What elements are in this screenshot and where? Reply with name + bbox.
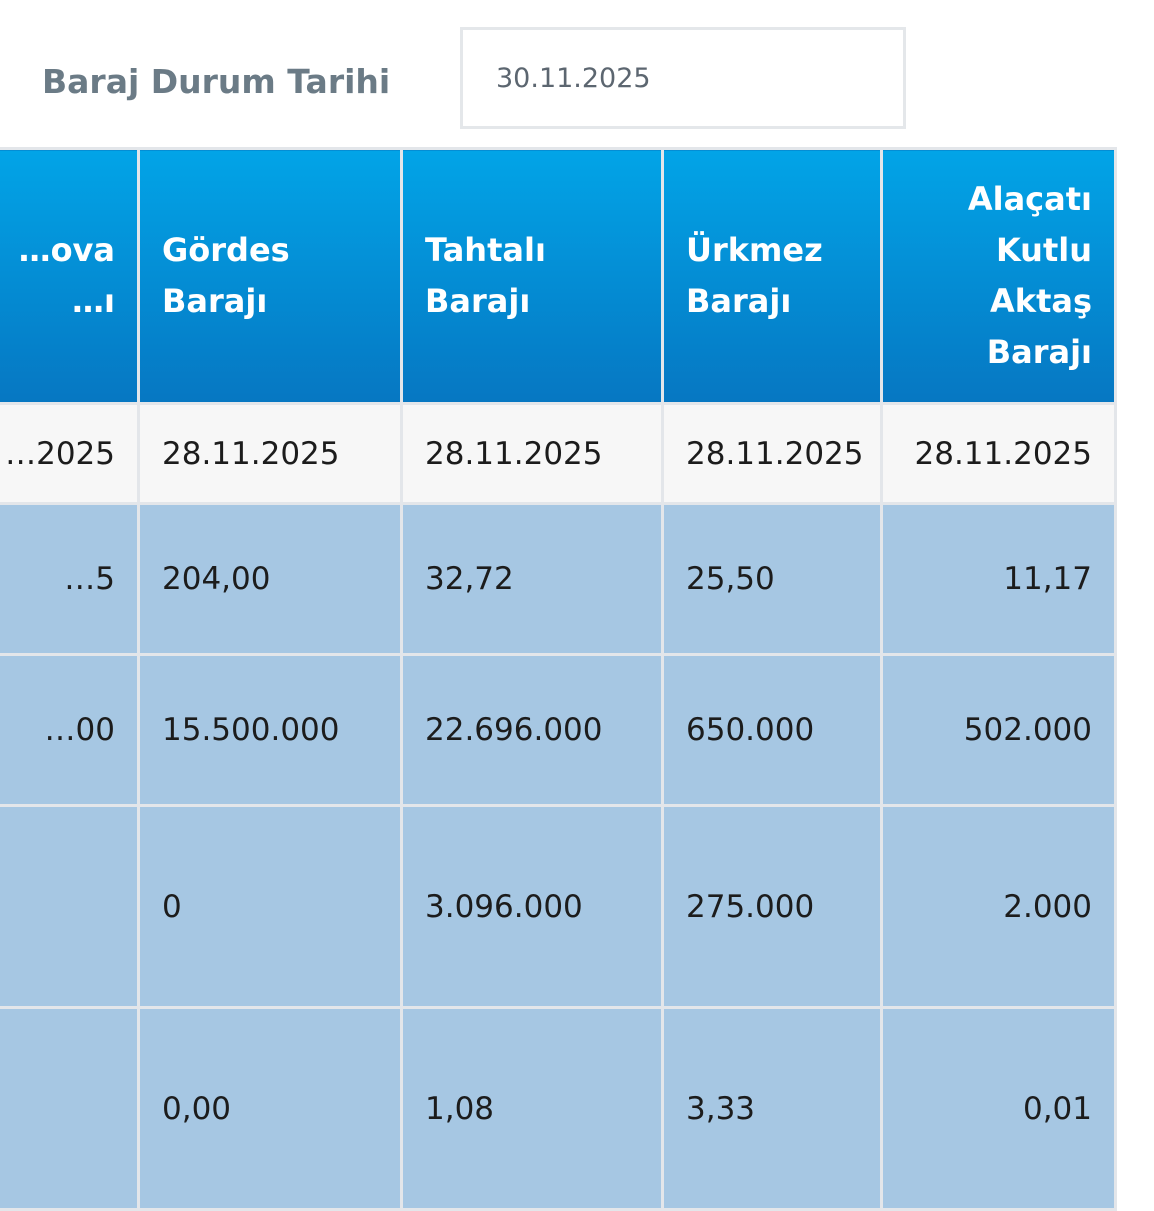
- table-row-date: [0, 404, 1116, 504]
- column-header-line: …ı: [72, 282, 115, 320]
- table-cell: 15.500.000: [139, 655, 402, 806]
- table-cell: 204,00: [139, 504, 402, 655]
- table-cell: 3.096.000: [402, 806, 663, 1008]
- dam-status-table: [0, 147, 1117, 1211]
- column-header-tahtali: [402, 149, 663, 404]
- table-cell: …00: [0, 655, 139, 806]
- table-cell: 502.000: [882, 655, 1116, 806]
- date-input[interactable]: [460, 27, 906, 129]
- table-cell: 1,08: [402, 1008, 663, 1210]
- table-cell: 22.696.000: [402, 655, 663, 806]
- column-header-line: Barajı: [686, 282, 792, 320]
- column-header-line: Gördes: [162, 231, 290, 269]
- table-cell: …5: [0, 504, 139, 655]
- table-cell: 0: [139, 806, 402, 1008]
- column-header-line: Alaçatı: [967, 180, 1092, 218]
- table-cell: 11,17: [882, 504, 1116, 655]
- column-header-gordes: [139, 149, 402, 404]
- table-header-row: [0, 149, 1116, 404]
- table-cell: 275.000: [663, 806, 882, 1008]
- column-header-line: Barajı: [425, 282, 531, 320]
- table-cell: 3,33: [663, 1008, 882, 1210]
- table-row: [0, 655, 1116, 806]
- table-cell: 28.11.2025: [402, 404, 663, 504]
- column-header-line: Tahtalı: [425, 231, 546, 269]
- table-row: [0, 806, 1116, 1008]
- table-cell: 2.000: [882, 806, 1116, 1008]
- table-cell: [0, 806, 139, 1008]
- column-header-line: Barajı: [162, 282, 268, 320]
- table-cell: 28.11.2025: [139, 404, 402, 504]
- column-header-line: Kutlu: [995, 231, 1092, 269]
- table-row: [0, 504, 1116, 655]
- table-cell: 28.11.2025: [882, 404, 1116, 504]
- column-header-line: Ürkmez: [686, 231, 823, 269]
- column-header-line: …ova: [18, 231, 115, 269]
- table-cell: 28.11.2025: [663, 404, 882, 504]
- table-cell: 25,50: [663, 504, 882, 655]
- table-cell: 0,00: [139, 1008, 402, 1210]
- column-header-line: Aktaş: [990, 282, 1092, 320]
- column-header-alacati: [882, 149, 1116, 404]
- table-cell: 650.000: [663, 655, 882, 806]
- column-header-urkmez: [663, 149, 882, 404]
- date-filter-label: Baraj Durum Tarihi: [42, 62, 391, 101]
- table-cell: 32,72: [402, 504, 663, 655]
- table-cell: 0,01: [882, 1008, 1116, 1210]
- table-cell: …2025: [0, 404, 139, 504]
- table-cell: [0, 1008, 139, 1210]
- table-row: [0, 1008, 1116, 1210]
- column-header-partial: [0, 149, 139, 404]
- column-header-line: Barajı: [986, 333, 1092, 371]
- dam-table-container[interactable]: [5, 147, 1114, 1200]
